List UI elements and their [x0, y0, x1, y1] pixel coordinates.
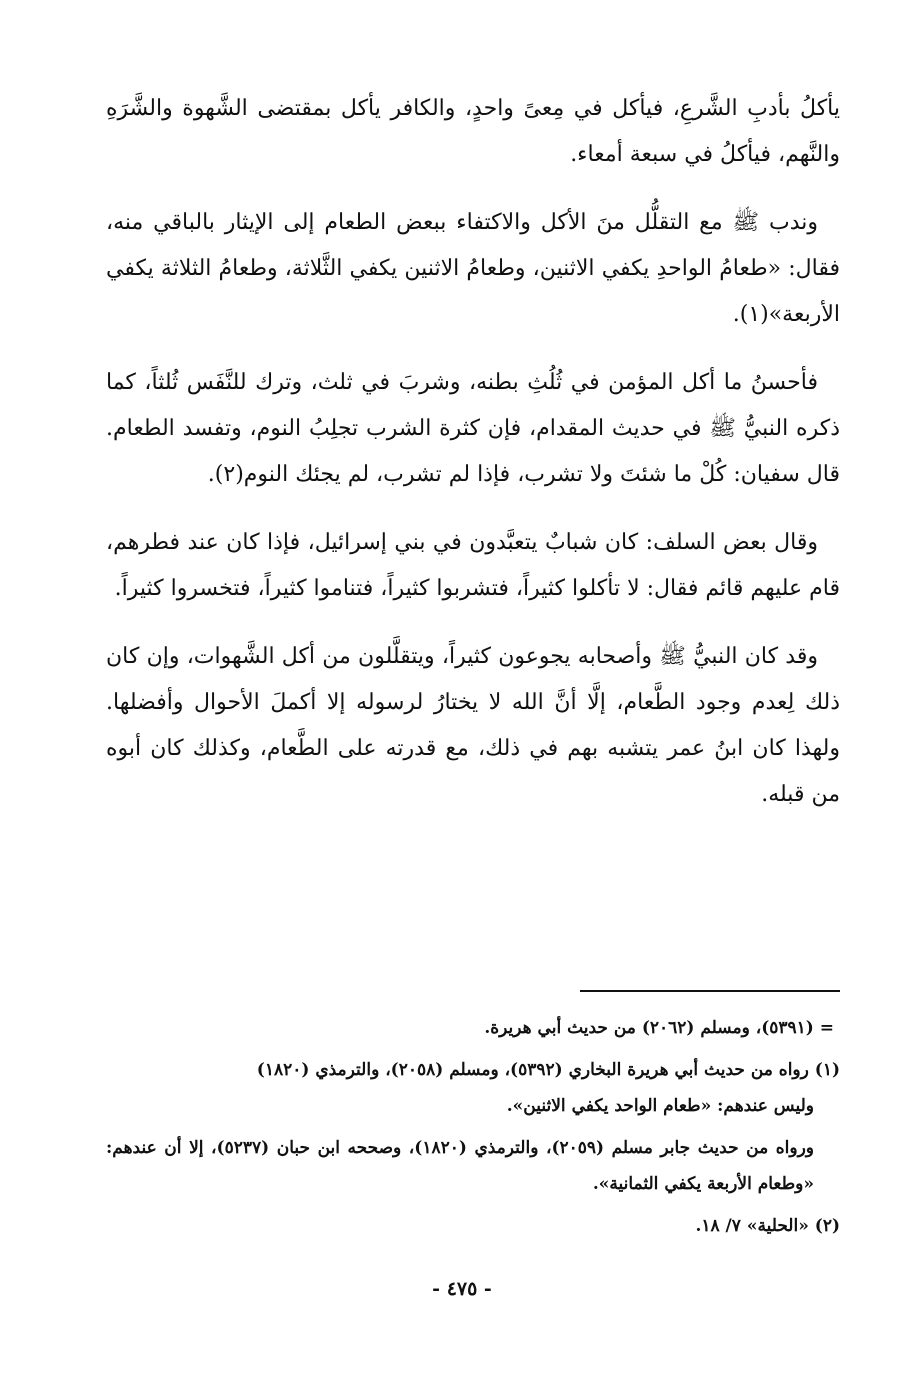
footnote-1: (١) رواه من حديث أبي هريرة البخاري (٥٣٩٢)، ومسلم (٢٠٥٨)، والترمذي (١٨٢٠): [256, 1060, 840, 1080]
footnote-1-line-2: وليس عندهم: «طعام الواحد يكفي الاثنين».: [506, 1096, 814, 1116]
paragraph-1: يأكلُ بأدبِ الشَّرعِ، فيأكل في مِعىً واحدٍ، والكافر يأكل بمقتضى الشَّهوة والشَّرَهِ والنَّهم، فيأكلُ في سبعة أمعاء.: [106, 96, 840, 167]
paragraph-4: وقال بعض السلف: كان شبابٌ يتعبَّدون في بني إسرائيل، فإذا كان عند فطرهم، قام عليهم قائم فقال: لا تأكلوا كثيراً، فتشربوا كثيراً، فتناموا كثيراً، فتخسروا كثيراً.: [106, 530, 840, 601]
paragraph-2: وندب ﷺ مع التقلُّل منَ الأكل والاكتفاء ببعض الطعام إلى الإيثار بالباقي منه، فقال: «طعامُ الواحدِ يكفي الاثنين، وطعامُ الاثنين يكفي الثَّلاثة، وطعامُ الثلاثة يكفي الأربعة»(١).: [106, 210, 841, 327]
paragraph-5: وقد كان النبيُّ ﷺ وأصحابه يجوعون كثيراً، ويتقلَّلون من أكل الشَّهوات، وإن كان ذلك لِعدم وجود الطَّعام، إلَّا أنَّ الله لا يختارُ لرسوله إلا أكملَ الأحوال وأفضلها. ولهذا كان ابنُ عمر يتشبه بهم في ذلك، مع قدرته على الطَّعام، وكذلك كان أبوه من قبله.: [106, 644, 840, 807]
main-text: [106, 86, 840, 840]
page-number: - ٤٧٥ -: [432, 1278, 492, 1300]
footnote-separator: [580, 990, 840, 992]
footnote-1-addition: ورواه من حديث جابر مسلم (٢٠٥٩)، والترمذي (١٨٢٠)، وصححه ابن حبان (٥٢٣٧)، إلا أن عندهم: «وطعام الأربعة يكفي الثمانية».: [106, 1138, 815, 1194]
footnotes: [106, 1010, 840, 1250]
paragraph-3: فأحسنُ ما أكل المؤمن في ثُلُثِ بطنه، وشربَ في ثلث، وترك للنَّفَس ثُلثاً، كما ذكره النبيُّ ﷺ في حديث المقدام، فإن كثرة الشرب تجلِبُ النوم، وتفسد الطعام. قال سفيان: كُلْ ما شئتَ ولا تشرب، فإذا لم تشرب، لم يجئك النوم(٢).: [106, 370, 840, 487]
footnote-2: (٢) «الحلية» ٧/ ١٨.: [695, 1216, 840, 1236]
footnote-continuation: = (٥٣٩١)، ومسلم (٢٠٦٢) من حديث أبي هريرة.: [484, 1018, 834, 1038]
